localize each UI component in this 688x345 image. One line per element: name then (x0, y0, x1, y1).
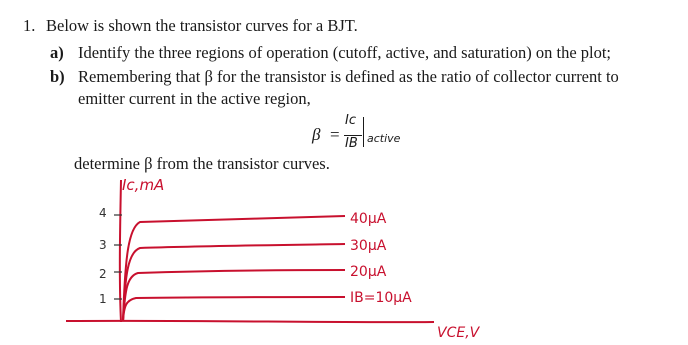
part-b-tag: b) (50, 67, 65, 86)
curve-40uA (123, 216, 345, 321)
curve-10uA (123, 297, 345, 321)
y-axis-label: Ic,mA (122, 176, 165, 194)
curve-label-20uA: 20μA (350, 264, 387, 280)
y-tick-label-4: 4 (99, 206, 107, 220)
curve-label-40uA: 40μA (350, 211, 387, 227)
question-stem: Below is shown the transistor curves for a BJT. (46, 16, 358, 35)
part-a-tag: a) (50, 43, 64, 62)
formula-denominator: IB (345, 136, 358, 151)
x-axis (66, 321, 434, 322)
part-b-line2: emitter current in the active region, (78, 89, 311, 108)
curve-30uA (123, 244, 345, 321)
y-tick-label-1: 1 (99, 292, 107, 306)
question-number: 1. (23, 16, 36, 35)
formula-subscript: active (367, 132, 401, 145)
y-axis (120, 180, 121, 322)
formula-equals: = (330, 125, 340, 144)
x-axis-label: VCE,V (437, 325, 480, 341)
curve-20uA (123, 270, 345, 321)
formula-numerator: Ic (345, 113, 356, 128)
y-tick-label-3: 3 (99, 238, 107, 252)
part-b-line1: Remembering that β for the transistor is defined as the ratio of collector current to (78, 67, 619, 86)
determine-text: determine β from the transistor curves. (74, 154, 330, 173)
part-a-text: Identify the three regions of operation (cutoff, active, and saturation) on the plot; (78, 43, 612, 62)
y-tick-label-2: 2 (99, 267, 107, 281)
formula-beta: β (312, 125, 321, 144)
curve-label-30uA: 30μA (350, 238, 387, 254)
curve-label-10uA: IB=10μA (350, 290, 412, 306)
